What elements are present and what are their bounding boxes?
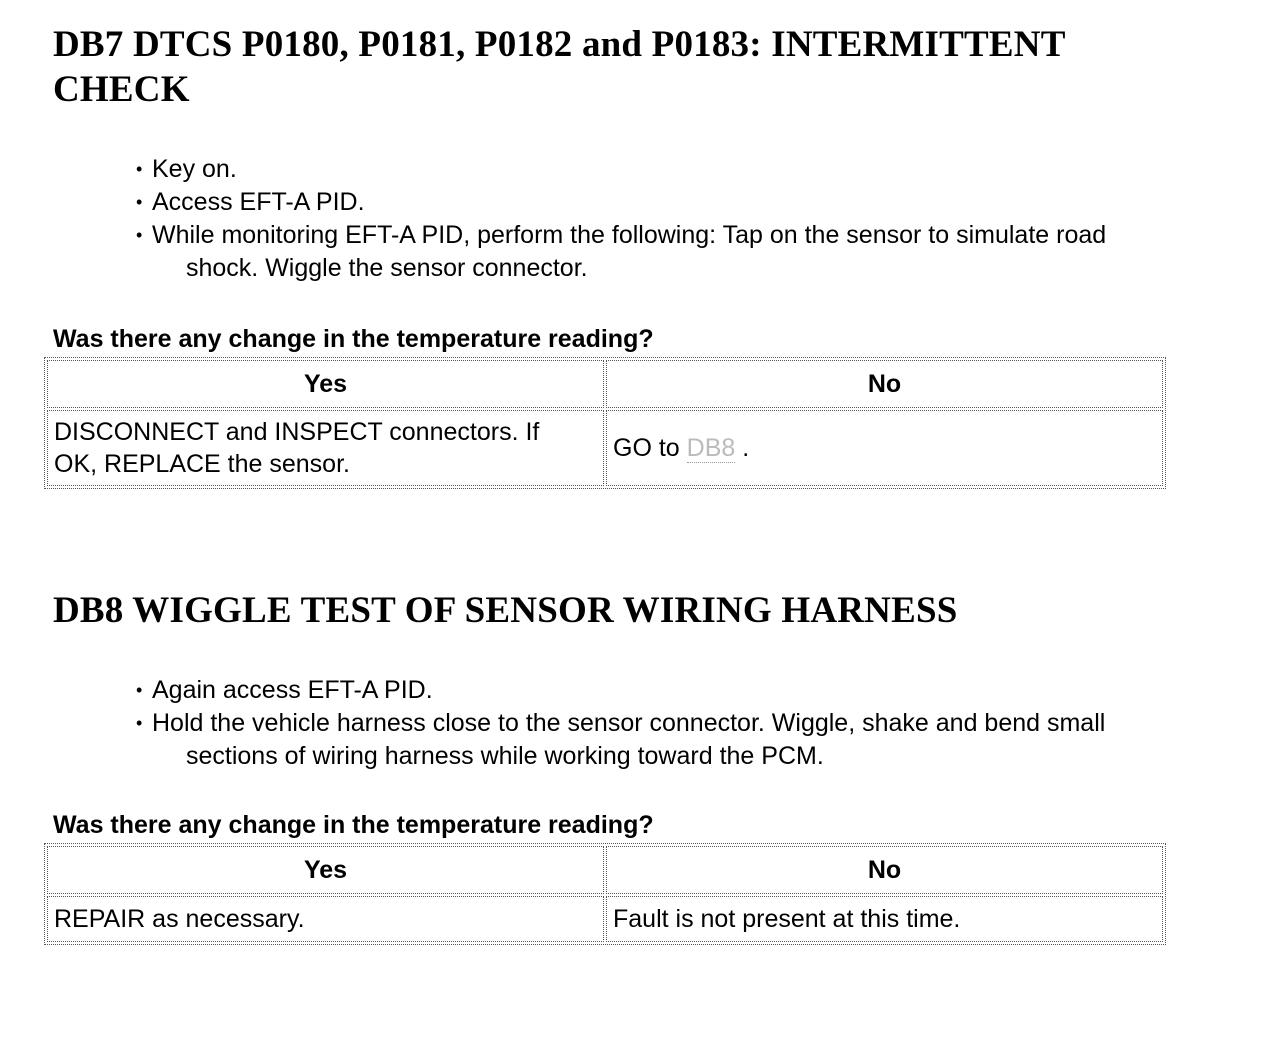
table-header-row xyxy=(47,360,1163,408)
list-item xyxy=(136,219,1236,285)
section-db7 xyxy=(0,22,1280,478)
question-text: Was there any change in the temperature reading? xyxy=(53,811,654,839)
step-list xyxy=(136,674,1236,773)
yes-header: Yes xyxy=(47,846,604,894)
step-text-continued: sections of wiring harness while working toward the PCM. xyxy=(186,742,824,770)
step-text: Hold the vehicle harness close to the sensor connector. Wiggle, shake and bend small xyxy=(152,709,1106,737)
list-item xyxy=(136,186,1236,219)
no-header: No xyxy=(606,846,1163,894)
step-text: Key on. xyxy=(152,155,237,183)
bullet-icon: • xyxy=(136,680,143,700)
step-list xyxy=(136,153,1236,285)
db8-link[interactable]: DB8 xyxy=(686,434,736,462)
list-item xyxy=(136,674,1236,707)
section-title: DB8 WIGGLE TEST OF SENSOR WIRING HARNESS xyxy=(53,590,958,631)
no-action-suffix: . xyxy=(742,434,750,462)
table-row xyxy=(47,896,1163,942)
list-item xyxy=(136,707,1236,773)
yes-action-cell: REPAIR as necessary. xyxy=(47,896,604,942)
table-row xyxy=(47,410,1163,486)
yes-action-line: DISCONNECT and INSPECT connectors. If xyxy=(54,418,540,446)
no-action-prefix: GO to xyxy=(613,434,680,462)
question-text: Was there any change in the temperature reading? xyxy=(53,325,654,353)
step-text: While monitoring EFT-A PID, perform the following: Tap on the sensor to simulate road xyxy=(152,221,1107,249)
no-action-cell xyxy=(606,410,1163,486)
section-title: DB7 DTCS P0180, P0181, P0182 and P0183: INTERMITTENT CHECK xyxy=(53,24,1065,110)
bullet-icon: • xyxy=(136,192,143,212)
bullet-icon: • xyxy=(136,159,143,179)
section-db8 xyxy=(0,588,1280,933)
answer-table xyxy=(44,357,1166,489)
table-header-row xyxy=(47,846,1163,894)
bullet-icon: • xyxy=(136,225,143,245)
step-text: Access EFT-A PID. xyxy=(152,188,365,216)
no-header: No xyxy=(606,360,1163,408)
step-text: Again access EFT-A PID. xyxy=(152,676,433,704)
yes-action-line: OK, REPLACE the sensor. xyxy=(54,450,350,478)
answer-table xyxy=(44,843,1166,945)
yes-action-cell xyxy=(47,410,604,486)
step-text-continued: shock. Wiggle the sensor connector. xyxy=(186,254,588,282)
bullet-icon: • xyxy=(136,713,143,733)
yes-header: Yes xyxy=(47,360,604,408)
list-item xyxy=(136,153,1236,186)
no-action-cell: Fault is not present at this time. xyxy=(606,896,1163,942)
